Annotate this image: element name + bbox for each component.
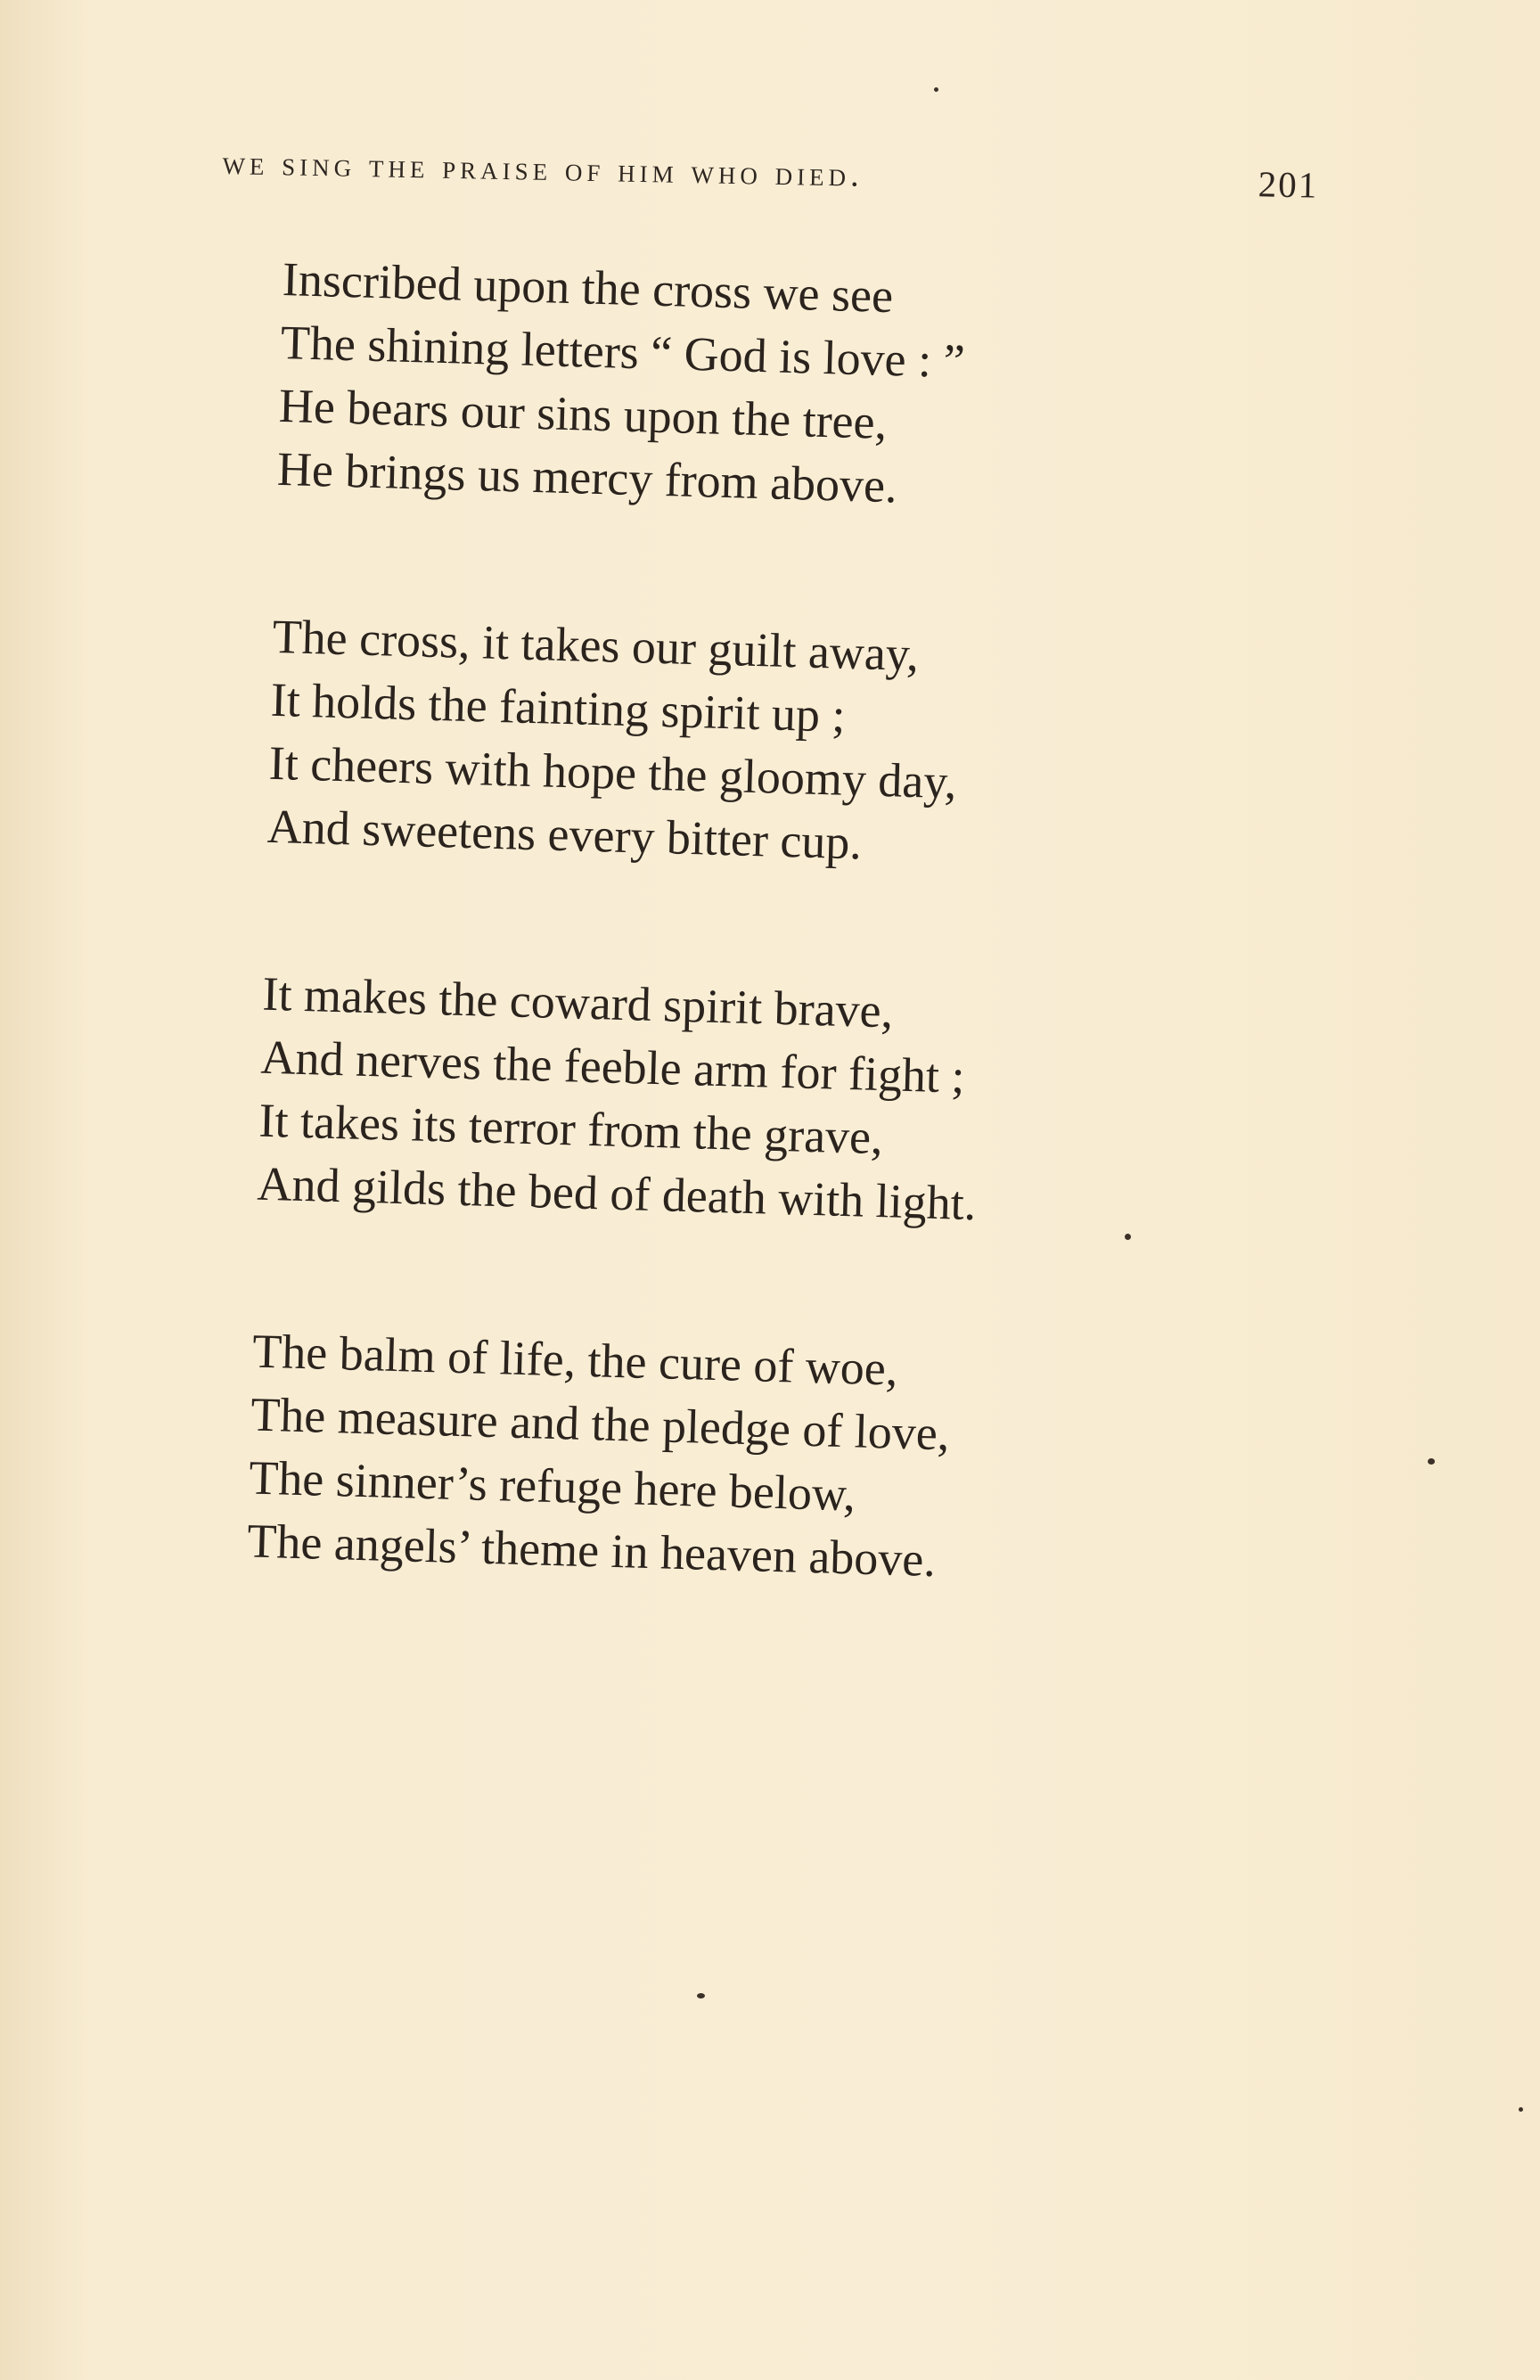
paper-speck [1125,1234,1131,1240]
poem-line: The shining letters “ God is love : ” [280,315,966,389]
poem-line: The cross, it takes our guilt away, [271,609,920,682]
paper-speck [1519,2107,1523,2112]
paper-speck [697,1993,705,1998]
poem-line: It holds the fainting spirit up ; [270,672,847,743]
poem-line: The sinner’s refuge here below, [248,1450,856,1522]
poem [243,248,1192,1703]
poem-line: And gilds the bed of death with light. [256,1156,978,1231]
poem-line: It cheers with hope the gloomy day, [268,735,958,809]
stanza-3 [257,963,1173,1241]
poem-line: It takes its terror from the grave, [258,1093,884,1165]
page-number: 201 [1257,163,1319,206]
poem-line: Inscribed upon the cross we see [282,251,894,324]
poem-line: And nerves the feeble arm for fight ; [259,1030,966,1104]
running-head [222,143,1319,226]
stanza-2 [266,605,1183,883]
stanza-4 [246,1320,1162,1598]
poem-line: It makes the coward spirit brave, [261,966,894,1038]
poem-line: The measure and the pledge of love, [250,1387,951,1461]
running-title: we sing the praise of him who died. [222,143,864,194]
poem-line: And sweetens every bitter cup. [266,799,863,870]
poem-line: The angels’ theme in heaven above. [246,1514,937,1587]
stanza-1 [276,248,1192,526]
poem-line: The balm of life, the cure of woe, [251,1324,899,1396]
paper-speck [934,87,938,92]
paper-speck [1428,1458,1435,1465]
poem-line: He bears our sins upon the tree, [278,378,888,449]
poem-line: He brings us mercy from above. [276,441,898,513]
